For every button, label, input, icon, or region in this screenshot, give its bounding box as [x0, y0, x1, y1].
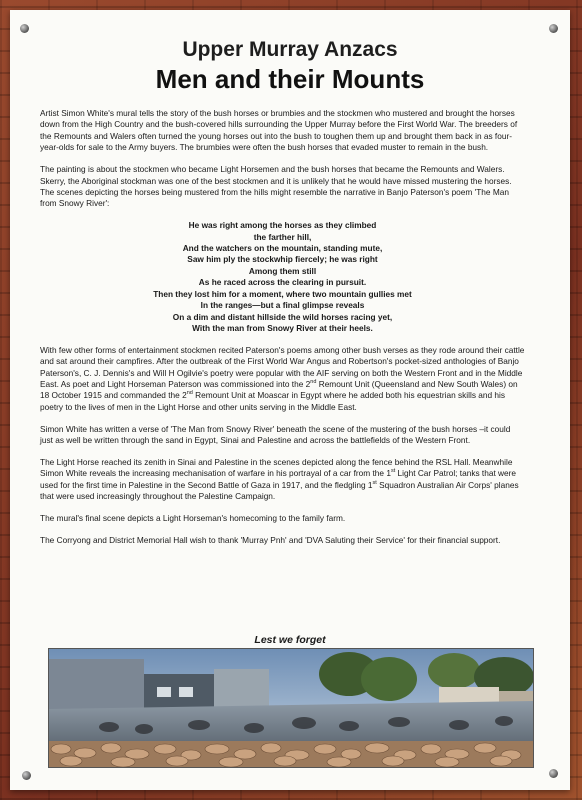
poem-line: As he raced across the clearing in pursuit.: [198, 277, 367, 288]
poem-verse: [40, 220, 525, 334]
paragraph-verse: Simon White has written a verse of 'The Man from Snowy River' beneath the scene of the mustering of the bush horses –it could just as well be written through the sand in Egypt, Sinai and Palestine and across the battlefields of the Western Front.: [40, 423, 511, 446]
screw-icon: [20, 24, 29, 33]
paragraph-painting: The painting is about the stockmen who became Light Horsemen and the bush horses that became the Remounts and Walers. Skerry, the Aboriginal stockman was one of the best stockmen and it is unlikely that he would have missed mustering the horses. The scenes depicting the horses being mustered from the hills might resemble the narrative in Banjo Paterson's poem 'The Man from Snowy River':: [40, 164, 512, 209]
ordinal-suffix: st: [372, 480, 377, 487]
screw-icon: [22, 771, 31, 780]
sign-body: [40, 108, 525, 557]
ordinal-suffix: nd: [186, 390, 193, 397]
paragraph-homecoming: The mural's final scene depicts a Light Horseman's homecoming to the family farm.: [40, 513, 346, 524]
screw-icon: [549, 24, 558, 33]
poem-line: Then they lost him for a moment, where two mountain gullies met: [153, 288, 412, 299]
ordinal-suffix: nd: [310, 379, 317, 386]
sign-subtitle: Upper Murray Anzacs: [182, 38, 398, 61]
poem-line: Among them still: [248, 265, 317, 276]
paragraph-intro: Artist Simon White's mural tells the story of the bush horses or brumbies and the stockmen who mustered and brought the horses down from the High Country and the bush-covered hills surrounding the Upper Murray before the First World War. The breeders of the Remounts and Walers often turned the young horses out into the bush to toughen them up and brought them back in as four-year-olds for sale to the Army buyers. The brumbies were often the bush horses that evaded muster to remain in the bush.: [40, 108, 518, 153]
text-span: Remount Unit (Queensland and New South Wales) on 18 October 1915 and commanded the 2: [40, 379, 518, 401]
poem-line: And the watchers on the mountain, standing mute,: [182, 243, 383, 254]
screw-icon: [549, 769, 558, 778]
text-span: Squadron Australian Air Corps' planes that were used increasingly throughout the Palestine Campaign.: [40, 479, 519, 502]
poem-line: With the man from Snowy River at their heels.: [192, 322, 373, 333]
lest-we-forget: Lest we forget: [254, 634, 326, 646]
sign-title: Men and their Mounts: [155, 64, 425, 94]
mural-image: [49, 649, 533, 767]
poem-line: the farther hill,: [253, 231, 312, 242]
mural-photo: [48, 648, 534, 768]
paragraph-entertainment: [40, 345, 525, 413]
text-span: The Light Horse reached its zenith in Sinai and Palestine in the scenes depicted along the fence behind the RSL Hall. Meanwhile Simon White reveals the increasing mechanisation of warfare in his portrayal of a car from the 1: [40, 457, 513, 479]
paragraph-thanks: The Corryong and District Memorial Hall wish to thank 'Murray Pnh' and 'DVA Saluting their Service' for their financial support.: [40, 535, 501, 546]
text-span: Light Car Patrol; tanks that were used for the first time in Palestine in the Second Battle of Gaza in 1917, and the fledgling 1: [40, 468, 517, 490]
poem-line: Saw him ply the stockwhip fiercely; he was right: [187, 254, 378, 265]
poem-line: He was right among the horses as they climbed: [188, 220, 377, 231]
text-span: Remount Unit at Moascar in Egypt where he added both his equestrian skills and his poetry to the lives of men in the Light Horse and other units serving in the Middle East.: [40, 390, 506, 412]
paragraph-light-horse: [40, 457, 525, 503]
ordinal-suffix: st: [390, 468, 396, 475]
memorial-sign: [10, 10, 570, 790]
poem-line: In the ranges—but a final glimpse reveals: [200, 300, 365, 311]
text-span: With few other forms of entertainment stockmen recited Paterson's poems among other bush verses as they rode around their cattle and sat around their campfires. After the outbreak of the First World War Angus and Robertson's pocket-sized anthologies of Banjo Paterson's, C. J. Dennis's and Will H Ogilvie's poetry were popular with the AIF serving on both the Western Front and in the Middle East. As poet and Light Horseman Paterson was commissioned into the 2: [40, 344, 525, 390]
poem-line: On a dim and distant hillside the wild horses racing yet,: [172, 311, 393, 322]
